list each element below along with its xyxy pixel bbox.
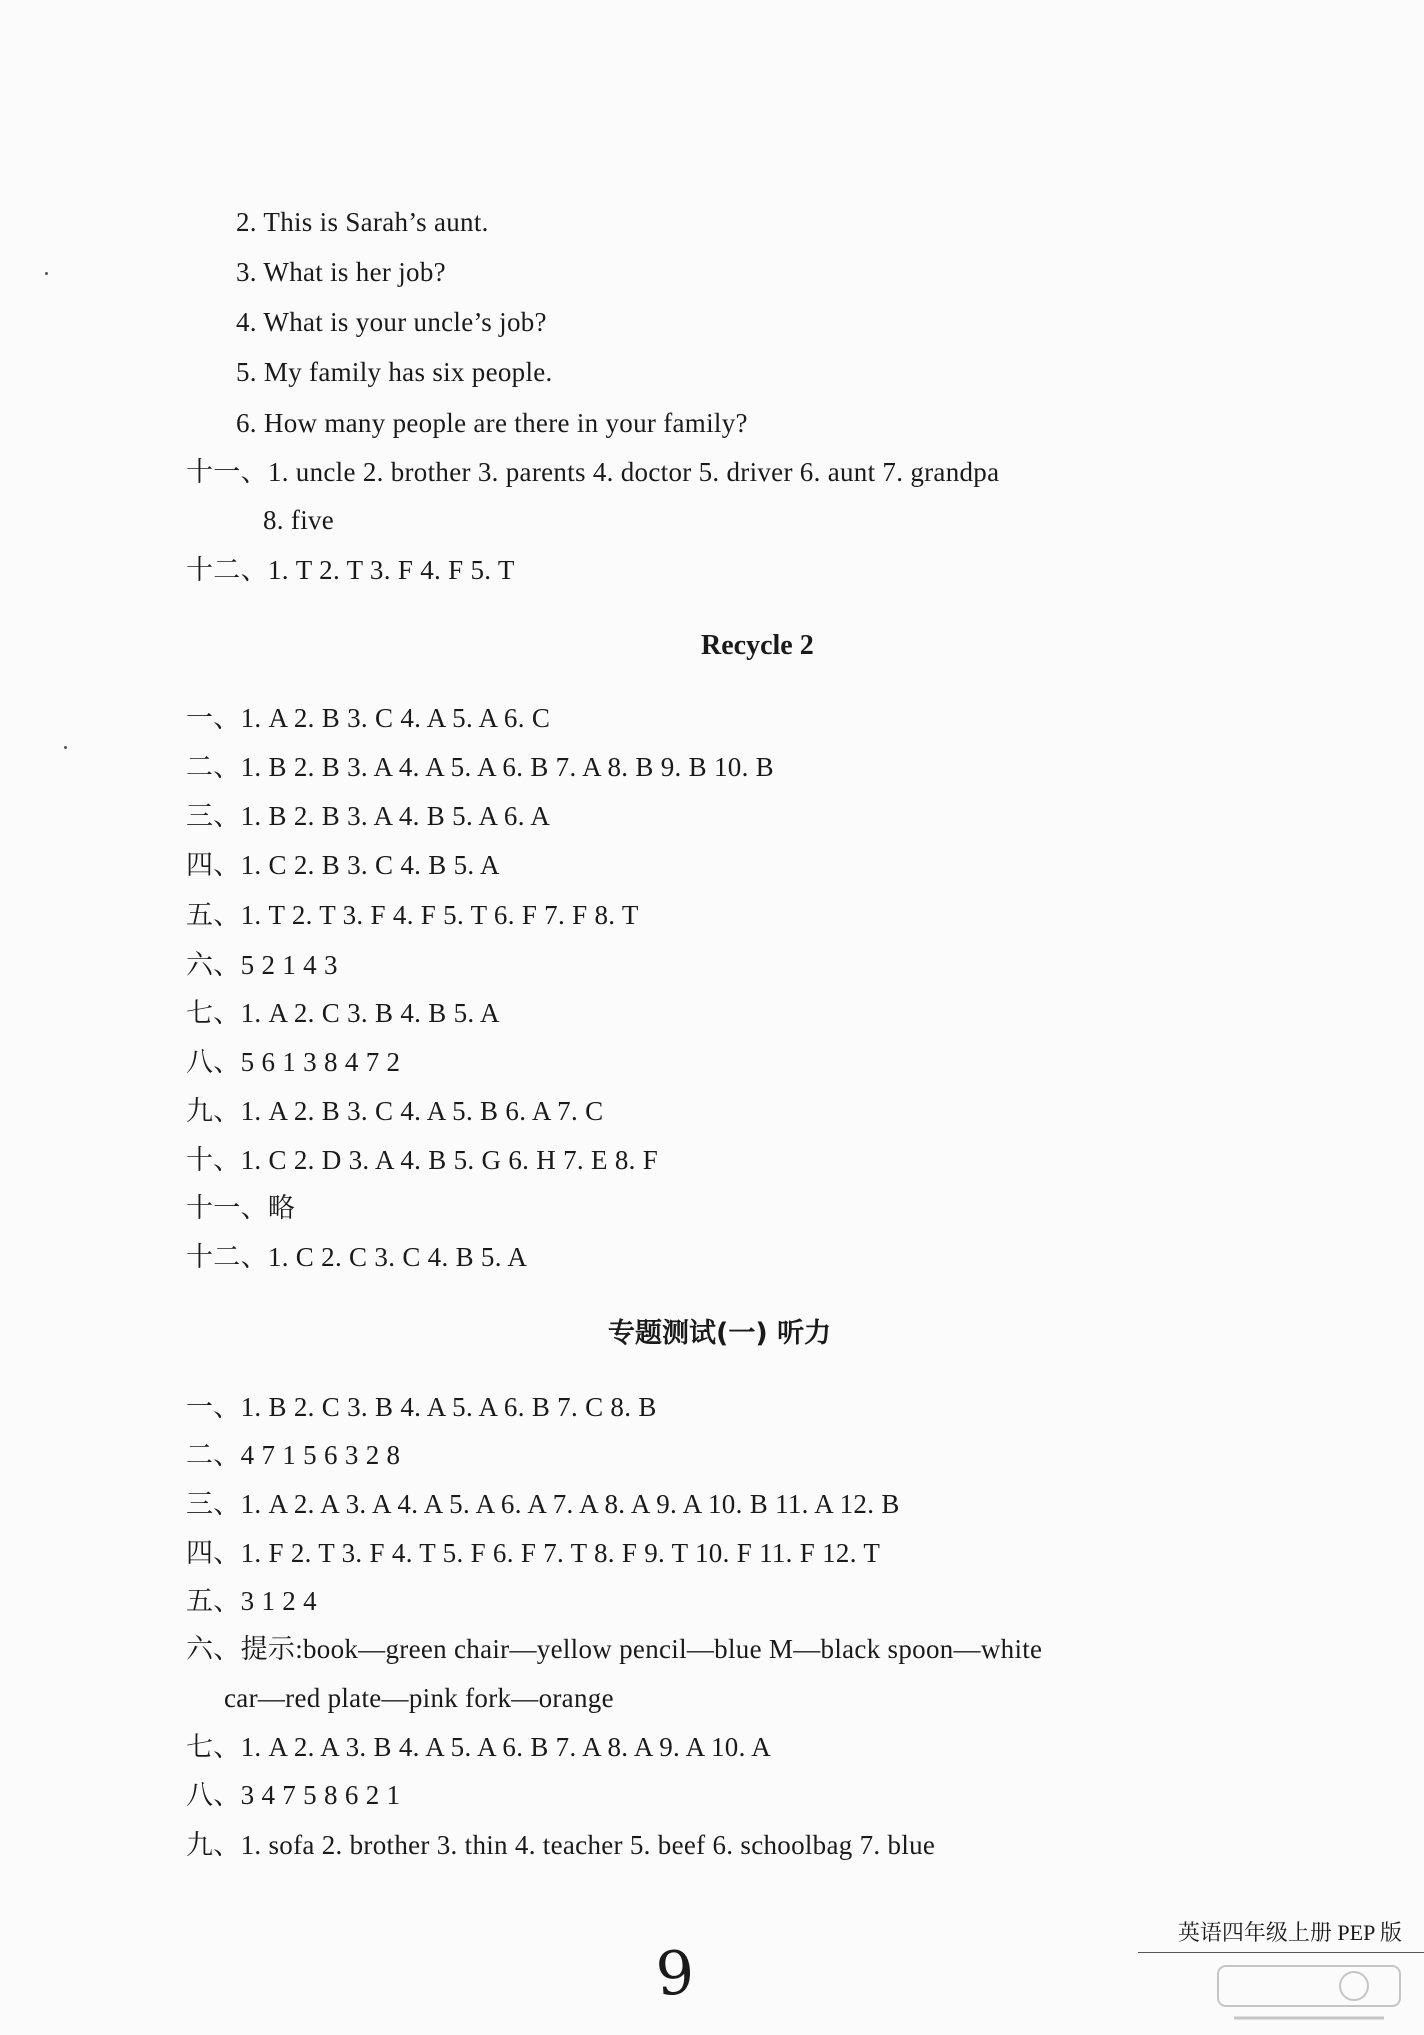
answer-line: 二、4 7 1 5 6 3 2 8	[186, 1440, 401, 1470]
answer-line: 六、5 2 1 4 3	[186, 950, 338, 980]
answer-line: 三、1. A 2. A 3. A 4. A 5. A 6. A 7. A 8. A 9. A 10. B 11. A 12. B	[186, 1489, 900, 1519]
answer-line: 九、1. A 2. B 3. C 4. A 5. B 6. A 7. C	[186, 1096, 604, 1126]
answer-line: 5. My family has six people.	[236, 357, 553, 387]
answer-line: 四、1. C 2. B 3. C 4. B 5. A	[186, 850, 500, 880]
scan-speck	[45, 272, 48, 275]
answer-line: 十一、1. uncle 2. brother 3. parents 4. doctor 5. driver 6. aunt 7. grandpa	[186, 457, 1000, 487]
answer-line: 2. This is Sarah’s aunt.	[236, 207, 489, 237]
watermark-logo-icon	[1214, 1960, 1404, 2030]
answer-line: 三、1. B 2. B 3. A 4. B 5. A 6. A	[186, 801, 551, 831]
book-footer: 英语四年级上册 PEP 版	[1177, 1920, 1402, 1945]
section-heading-topic: 专题测试(一) 听力	[608, 1318, 832, 1349]
answer-line: 八、5 6 1 3 8 4 7 2	[186, 1047, 401, 1077]
answer-line: 八、3 4 7 5 8 6 2 1	[186, 1780, 401, 1810]
footer-divider	[1138, 1952, 1424, 1953]
answer-line: 六、提示:book—green chair—yellow pencil—blue M—black spoon—white	[186, 1634, 1043, 1664]
answer-line: 8. five	[263, 505, 335, 535]
scan-speck	[64, 746, 67, 749]
answer-line: 十一、略	[186, 1193, 296, 1223]
page-number: 9	[653, 1937, 697, 2011]
answer-line: 五、1. T 2. T 3. F 4. F 5. T 6. F 7. F 8. T	[186, 900, 639, 930]
answer-line: car—red plate—pink fork—orange	[224, 1683, 614, 1713]
answer-line: 4. What is your uncle’s job?	[236, 307, 547, 337]
answer-line: 七、1. A 2. A 3. B 4. A 5. A 6. B 7. A 8. A 9. A 10. A	[186, 1732, 771, 1762]
answer-line: 一、1. B 2. C 3. B 4. A 5. A 6. B 7. C 8. B	[186, 1392, 657, 1422]
answer-line: 十、1. C 2. D 3. A 4. B 5. G 6. H 7. E 8. F	[186, 1145, 659, 1175]
answer-line: 七、1. A 2. C 3. B 4. B 5. A	[186, 998, 500, 1028]
answer-line: 一、1. A 2. B 3. C 4. A 5. A 6. C	[186, 703, 551, 733]
answer-line: 十二、1. T 2. T 3. F 4. F 5. T	[186, 555, 515, 585]
answer-line: 6. How many people are there in your family?	[236, 408, 748, 438]
answer-line: 四、1. F 2. T 3. F 4. T 5. F 6. F 7. T 8. F 9. T 10. F 11. F 12. T	[186, 1538, 881, 1568]
answer-line: 3. What is her job?	[236, 257, 446, 287]
answer-line: 二、1. B 2. B 3. A 4. A 5. A 6. B 7. A 8. B 9. B 10. B	[186, 752, 774, 782]
answer-line: 五、3 1 2 4	[186, 1586, 317, 1616]
section-heading-recycle: Recycle 2	[701, 630, 814, 661]
answer-line: 九、1. sofa 2. brother 3. thin 4. teacher 5. beef 6. schoolbag 7. blue	[186, 1830, 936, 1860]
answer-line: 十二、1. C 2. C 3. C 4. B 5. A	[186, 1242, 528, 1272]
